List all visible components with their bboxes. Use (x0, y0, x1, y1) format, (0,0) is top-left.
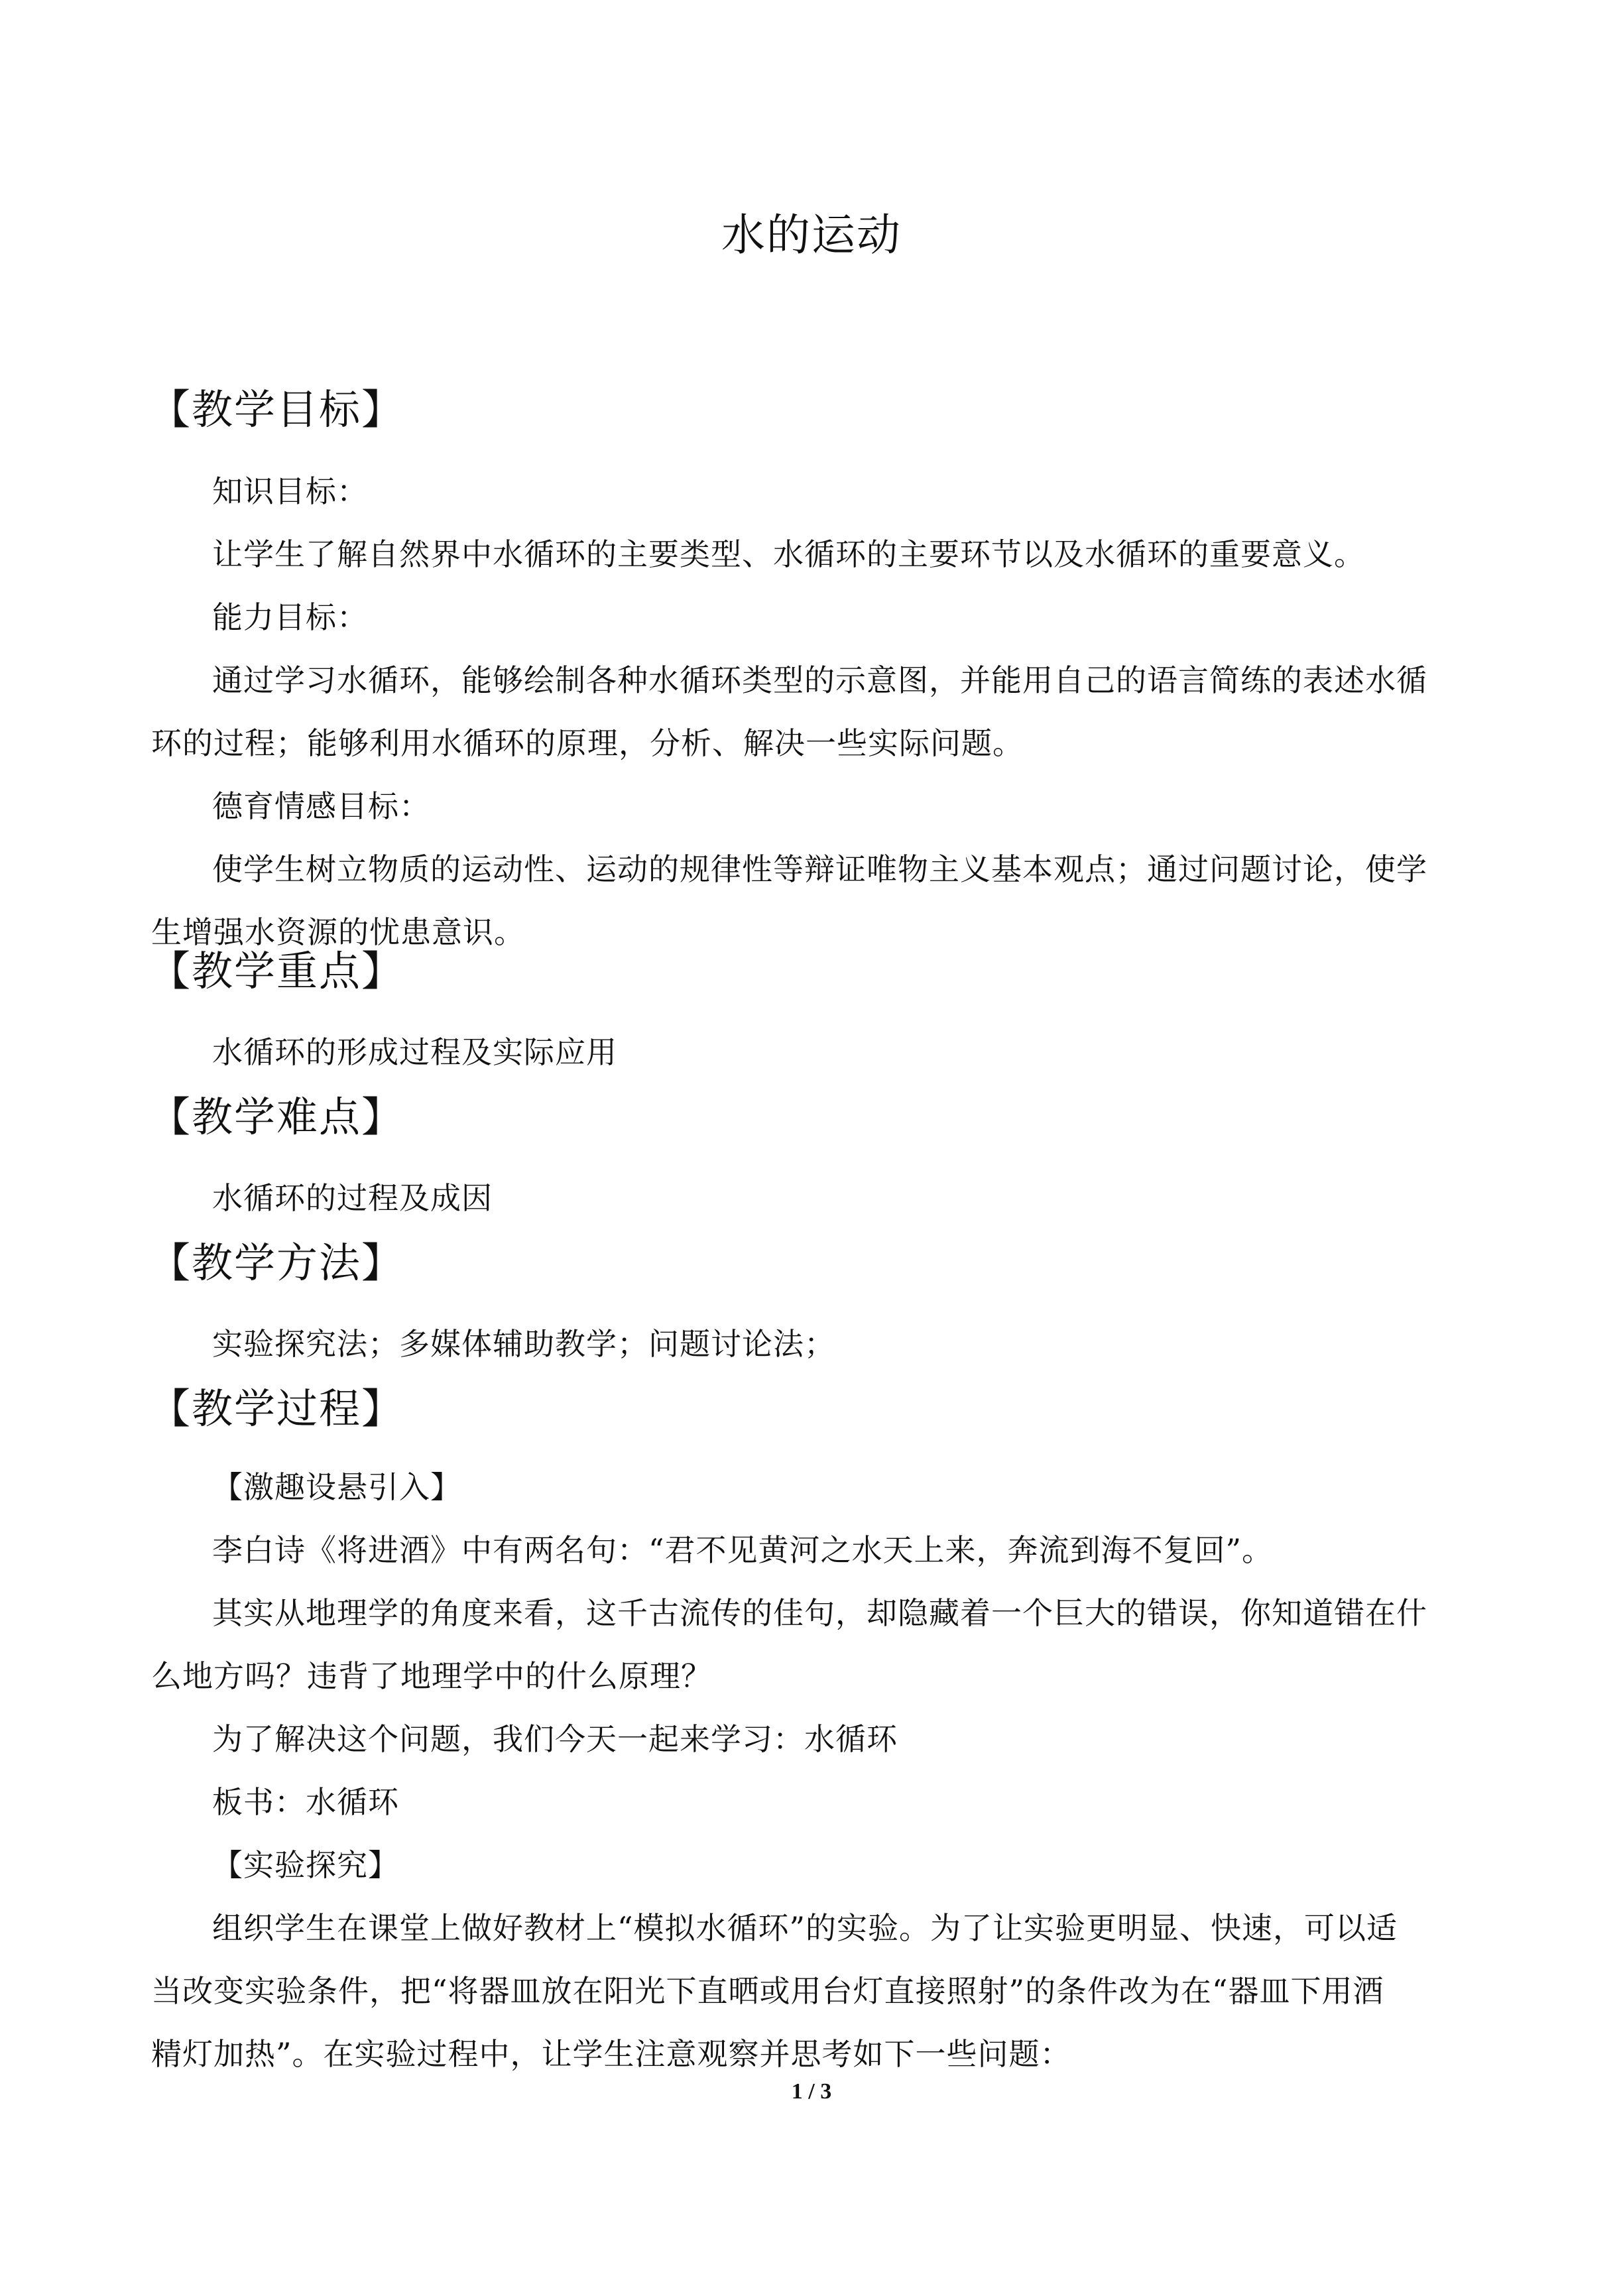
moral-label: 德育情感目标： (212, 788, 430, 824)
intro-label: 【激趣设悬引入】 (212, 1469, 461, 1505)
section-heading-difficulties: 【教学难点】 (149, 1093, 404, 1141)
process-paragraph (151, 1456, 1477, 2086)
methods-text: 实验探究法；多媒体辅助教学；问题讨论法； (212, 1326, 835, 1362)
section-heading-key-points: 【教学重点】 (149, 947, 404, 995)
methods-paragraph (151, 1313, 1477, 1376)
board-text: 板书：水循环 (212, 1784, 399, 1820)
ability-text-line-1: 通过学习水循环，能够绘制各种水循环类型的示意图，并能用自己的语言简练的表述水循 (212, 662, 1427, 698)
page-number: 1 / 3 (791, 2079, 832, 2104)
ability-label: 能力目标： (212, 599, 368, 635)
knowledge-text: 让学生了解自然界中水循环的主要类型、水循环的主要环节以及水循环的重要意义。 (212, 536, 1365, 572)
question-line-1: 其实从地理学的角度来看，这千古流传的佳句，却隐藏着一个巨大的错误，你知道错在什 (212, 1595, 1427, 1631)
document-title: 水的运动 (721, 210, 902, 261)
experiment-line-1: 组织学生在课堂上做好教材上“模拟水循环”的实验。为了让实验更明显、快速，可以适 (212, 1910, 1398, 1946)
key-points-paragraph (151, 1021, 1477, 1084)
moral-text-line-2: 生增强水资源的忧患意识。 (151, 914, 525, 950)
section-heading-objectives: 【教学目标】 (149, 385, 404, 434)
difficulties-paragraph (151, 1167, 1477, 1230)
section-heading-methods: 【教学方法】 (149, 1239, 404, 1287)
moral-text-line-1: 使学生树立物质的运动性、运动的规律性等辩证唯物主义基本观点；通过问题讨论，使学 (212, 851, 1427, 887)
key-points-text: 水循环的形成过程及实际应用 (212, 1034, 617, 1070)
experiment-line-2: 当改变实验条件，把“将器皿放在阳光下直晒或用台灯直接照射”的条件改为在“器皿下用酒 (151, 1973, 1384, 2009)
knowledge-label: 知识目标： (212, 473, 368, 509)
intro-text: 李白诗《将进酒》中有两名句：“君不见黄河之水天上来，奔流到海不复回”。 (212, 1532, 1274, 1568)
question-line-2: 么地方吗？违背了地理学中的什么原理？ (151, 1658, 712, 1694)
ability-text-line-2: 环的过程；能够利用水循环的原理，分析、解决一些实际问题。 (151, 725, 1024, 761)
section-heading-process: 【教学过程】 (149, 1384, 404, 1433)
objectives-paragraph (151, 460, 1477, 964)
experiment-label: 【实验探究】 (212, 1847, 399, 1883)
experiment-line-3: 精灯加热”。在实验过程中，让学生注意观察并思考如下一些问题： (151, 2036, 1071, 2072)
purpose-text: 为了解决这个问题，我们今天一起来学习：水循环 (212, 1721, 898, 1757)
difficulties-text: 水循环的过程及成因 (212, 1180, 493, 1216)
